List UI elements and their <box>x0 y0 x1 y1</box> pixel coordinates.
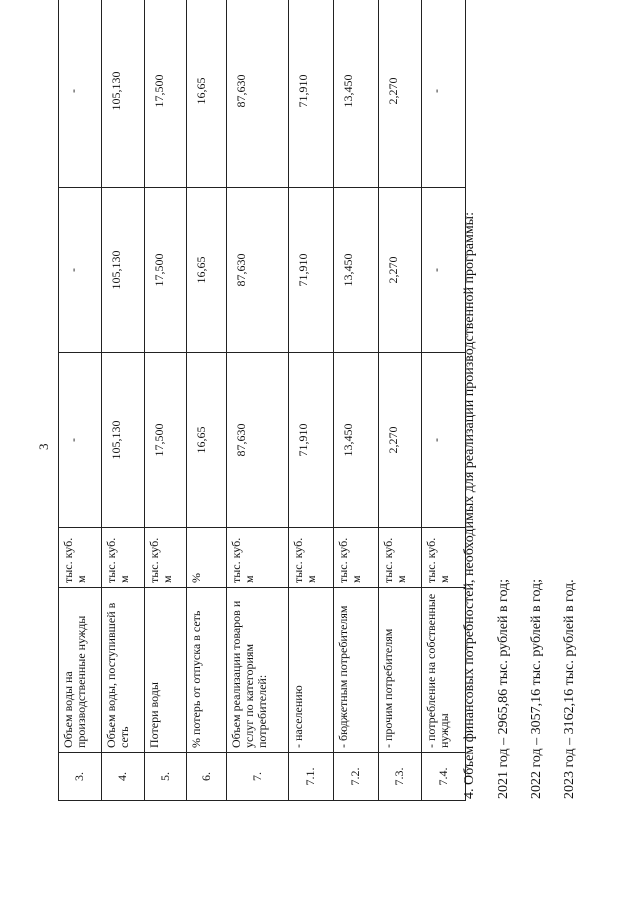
row-value-2021: 16,65 <box>187 353 227 528</box>
row-value-2022: 17,500 <box>145 188 187 353</box>
table-row <box>422 0 466 801</box>
table-row <box>227 0 289 801</box>
row-value-2023: 105,130 <box>102 0 145 188</box>
row-number: 7.2. <box>334 753 379 801</box>
row-number: 5. <box>145 753 187 801</box>
table-row <box>289 0 334 801</box>
row-value-2023: 13,450 <box>334 0 379 188</box>
row-value-2023: - <box>59 0 102 188</box>
row-number: 7.1. <box>289 753 334 801</box>
row-value-2022: 71,910 <box>289 188 334 353</box>
row-name: - прочим потребителям <box>379 588 422 753</box>
table-row <box>59 0 102 801</box>
row-name: Объем реализации товаров и услуг по категориям потребителей: <box>227 588 289 753</box>
row-number: 6. <box>187 753 227 801</box>
row-value-2021: 105,130 <box>102 353 145 528</box>
row-unit: тыс. куб. м <box>289 528 334 588</box>
row-value-2021: 71,910 <box>289 353 334 528</box>
row-number: 7. <box>227 753 289 801</box>
row-value-2023: 16,65 <box>187 0 227 188</box>
finance-line-2022: 2022 год – 3057,16 тыс. рублей в год; <box>529 578 544 799</box>
row-unit: тыс. куб. м <box>102 528 145 588</box>
row-value-2022: 16,65 <box>187 188 227 353</box>
row-value-2022: 105,130 <box>102 188 145 353</box>
row-value-2023: 17,500 <box>145 0 187 188</box>
row-value-2022: 87,630 <box>227 188 289 353</box>
row-value-2021: - <box>422 353 466 528</box>
row-value-2022: 2,270 <box>379 188 422 353</box>
row-value-2023: 2,270 <box>379 0 422 188</box>
row-name: - потребление на собственные нужды <box>422 588 466 753</box>
row-value-2023: 71,910 <box>289 0 334 188</box>
row-unit: тыс. куб. м <box>422 528 466 588</box>
table-row <box>334 0 379 801</box>
row-number: 3. <box>59 753 102 801</box>
row-name: Потери воды <box>145 588 187 753</box>
finance-heading: 4. Объем финансовых потребностей, необходимых для реализации производственной программы: <box>462 212 477 799</box>
indicators-table <box>58 0 466 801</box>
row-unit: тыс. куб. м <box>334 528 379 588</box>
row-value-2021: - <box>59 353 102 528</box>
row-value-2022: 13,450 <box>334 188 379 353</box>
row-unit: % <box>187 528 227 588</box>
row-unit: тыс. куб. м <box>59 528 102 588</box>
row-value-2021: 2,270 <box>379 353 422 528</box>
row-number: 4. <box>102 753 145 801</box>
row-unit: тыс. куб. м <box>227 528 289 588</box>
table-row <box>187 0 227 801</box>
table-row <box>379 0 422 801</box>
row-name: Объем воды, поступившей в сеть <box>102 588 145 753</box>
row-unit: тыс. куб. м <box>145 528 187 588</box>
row-number: 7.4. <box>422 753 466 801</box>
page-number: 3 <box>36 443 51 450</box>
finance-line-2021: 2021 год – 2965,86 тыс. рублей в год; <box>496 578 511 799</box>
row-name: - бюджетным потребителям <box>334 588 379 753</box>
finance-line-2023: 2023 год – 3162,16 тыс. рублей в год. <box>562 579 577 799</box>
row-number: 7.3. <box>379 753 422 801</box>
row-value-2023: 87,630 <box>227 0 289 188</box>
row-name: - населению <box>289 588 334 753</box>
row-value-2023: - <box>422 0 466 188</box>
table-row <box>102 0 145 801</box>
row-value-2022: - <box>59 188 102 353</box>
row-name: % потерь от отпуска в сеть <box>187 588 227 753</box>
row-value-2021: 17,500 <box>145 353 187 528</box>
row-value-2022: - <box>422 188 466 353</box>
table-row <box>145 0 187 801</box>
row-unit: тыс. куб. м <box>379 528 422 588</box>
row-value-2021: 13,450 <box>334 353 379 528</box>
finance-section <box>462 212 595 799</box>
row-name: Объем воды на производственные нужды <box>59 588 102 753</box>
row-value-2021: 87,630 <box>227 353 289 528</box>
